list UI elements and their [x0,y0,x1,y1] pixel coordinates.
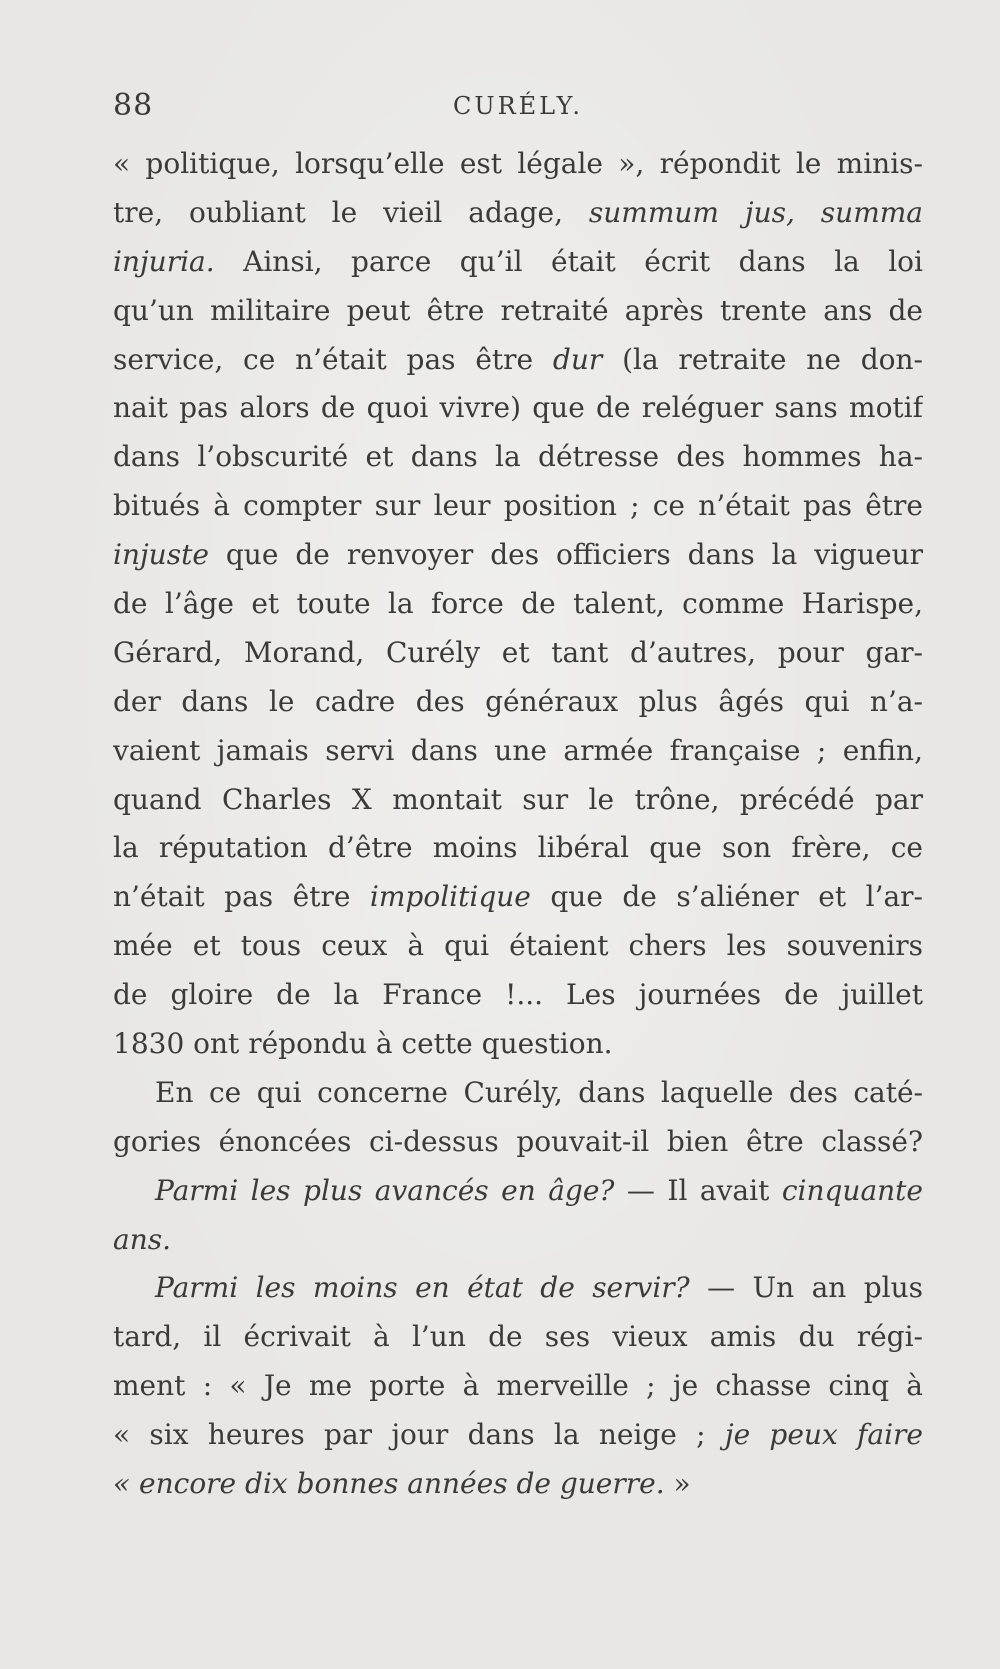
italic-text: impolitique [369,880,531,914]
text-segment: nait pas alors de quoi vivre) que de reléguer sans motif [113,391,923,425]
text-segment: « politique, lorsqu’elle est légale », répondit le minis- [113,147,923,180]
text-line [113,140,923,189]
text-line [113,727,923,776]
text-segment: Gérard, Morand, Curély et tant d’autres, pour gar- [113,635,923,669]
text-segment: bitués à compter sur leur position ; ce n’était pas être [113,489,923,523]
text-segment: En ce qui concerne Curély, dans laquelle des caté- [155,1075,923,1109]
text-line [113,336,923,385]
text-line [113,629,923,678]
text-line [113,1216,923,1265]
text-segment: « six heures par jour dans la neige ; [113,1418,725,1452]
italic-text: injuria. [113,244,215,278]
text-line [113,1313,923,1362]
text-segment: 1830 ont répondu à cette question. [113,1027,613,1061]
text-line [113,873,923,922]
page-header [113,88,923,128]
text-line [113,971,923,1020]
text-segment: de gloire de la France !... Les journées de juillet [113,978,923,1012]
text-segment: de l’âge et toute la force de talent, comme Harispe, [113,587,923,621]
text-segment: gories énoncées ci-dessus pouvait-il bien être classé? [113,1124,923,1158]
text-segment: Ainsi, parce qu’il était écrit dans la loi [214,244,923,278]
text-line [113,824,923,873]
text-line [113,1020,923,1069]
text-line [113,1411,923,1460]
text-segment: — Un an plus [689,1271,923,1305]
italic-text: « encore dix bonnes années de guerre. [113,1467,665,1501]
page-number: 88 [113,88,154,123]
running-title: CURÉLY. [453,92,583,120]
text-line [113,384,923,433]
text-line [113,1118,923,1167]
italic-text: je peux faire [724,1418,923,1452]
text-line [113,1362,923,1411]
text-segment: que de s’aliéner et l’ar- [530,880,923,914]
italic-text: dur [552,342,603,376]
text-segment: der dans le cadre des généraux plus âgés qui n’a- [113,684,923,718]
text-segment: quand Charles X montait sur le trône, précédé par [113,782,923,816]
text-segment: que de renvoyer des officiers dans la vigueur [208,538,923,572]
text-segment: (la retraite ne don- [602,342,923,376]
text-segment: mée et tous ceux à qui étaient chers les souvenirs [113,929,923,963]
italic-text: cinquante [781,1173,923,1207]
text-line [113,776,923,825]
text-line [113,189,923,238]
italic-text: summum jus, summa [588,195,923,229]
text-line [113,482,923,531]
text-line [113,580,923,629]
text-line [113,1460,923,1509]
text-segment: la réputation d’être moins libéral que son frère, ce [113,831,923,865]
italic-text: injuste [113,538,209,572]
text-segment: — Il avait [614,1173,782,1207]
text-segment: ment : « Je me porte à merveille ; je chasse cinq à [113,1369,923,1403]
text-line [113,287,923,336]
text-segment: tard, il écrivait à l’un de ses vieux amis du régi- [113,1320,923,1354]
text-segment: vaient jamais servi dans une armée française ; enfin, [113,733,923,767]
text-line [113,238,923,287]
body-text [113,140,923,1509]
text-line [113,531,923,580]
italic-text: Parmi les moins en état de servir? [155,1271,690,1305]
text-line [113,1167,923,1216]
text-line [113,433,923,482]
text-segment: qu’un militaire peut être retraité après trente ans de [113,293,923,327]
text-segment: » [664,1467,691,1501]
text-segment: tre, oubliant le vieil adage, [113,195,589,229]
italic-text: Parmi les plus avancés en âge? [155,1173,615,1207]
text-segment: n’était pas être [113,880,370,914]
text-segment: service, ce n’était pas être [113,342,553,376]
text-line [113,1069,923,1118]
text-segment: dans l’obscurité et dans la détresse des hommes ha- [113,440,923,474]
text-line [113,1264,923,1313]
text-line [113,678,923,727]
text-line [113,922,923,971]
italic-text: ans. [113,1222,171,1256]
